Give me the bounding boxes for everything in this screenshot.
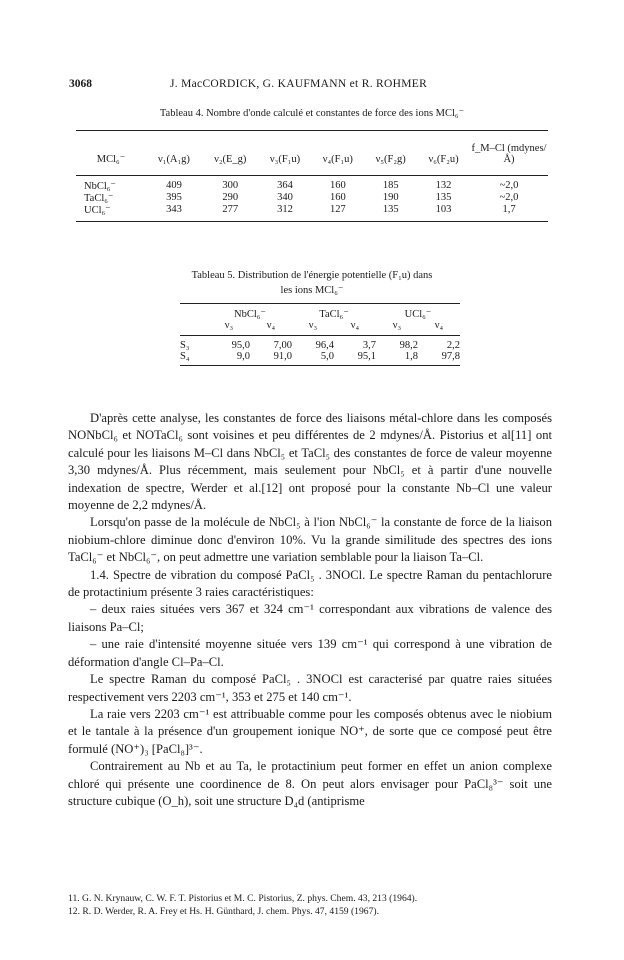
t5-row-label: S₄ xyxy=(180,350,190,362)
t4-col-2: ν₂(E_g) xyxy=(214,154,247,165)
t4-cell: 340 xyxy=(277,192,293,203)
paragraph: La raie vers 2203 cm⁻¹ est attribuable comme pour les composés obtenus avec le niobium et le tantale à la présence d'un groupement ionique NO⁺, de sorte que ce composé peut être formulé (NO⁺)₃ [PaCl₈]³⁻. xyxy=(68,706,552,756)
table5-caption-line2: les ions MCl₆⁻ xyxy=(280,285,344,296)
t5-cell: 7,00 xyxy=(273,339,292,351)
t4-col-0: MCl₆⁻ xyxy=(96,154,126,165)
t5-cell: 98,2 xyxy=(399,339,418,351)
t4-cell: ~2,0 xyxy=(499,192,519,203)
t4-cell: 160 xyxy=(329,180,346,191)
t5-subcol: ν₃ xyxy=(392,320,402,331)
t4-col-6: ν₆(F₂u) xyxy=(428,154,459,165)
t4-cell: 409 xyxy=(166,180,182,191)
t4-cell: 160 xyxy=(329,192,346,203)
t4-col-3: ν₃(F₁u) xyxy=(269,154,301,165)
t4-cell: 300 xyxy=(222,180,239,191)
t4-cell: 312 xyxy=(277,204,293,215)
t5-group-1: TaCl₆⁻ xyxy=(319,309,349,320)
t5-cell: 3,7 xyxy=(362,339,376,351)
t4-cell: 1,7 xyxy=(502,204,516,215)
t4-col-4: ν₄(F₁u) xyxy=(322,154,353,165)
t5-cell: 9,0 xyxy=(236,350,250,362)
t5-subcol: ν₄ xyxy=(350,320,360,331)
t5-cell: 95,0 xyxy=(231,339,250,351)
t5-cell: 97,8 xyxy=(441,350,460,362)
t4-cell: 190 xyxy=(382,192,399,203)
t5-subcol: ν₃ xyxy=(224,320,234,331)
t5-cell: 2,2 xyxy=(446,339,460,351)
t4-cell: 277 xyxy=(222,204,239,215)
t5-cell: 91,0 xyxy=(273,350,292,362)
t4-col-1: ν₁(A₁g) xyxy=(158,154,190,165)
t5-group-0: NbCl₆⁻ xyxy=(234,309,266,320)
t4-row xyxy=(76,204,548,216)
t4-row xyxy=(76,192,548,204)
t4-cell: 135 xyxy=(382,204,399,215)
paragraph: Lorsqu'on passe de la molécule de NbCl₅ à l'ion NbCl₆⁻ la constante de force de la liaison niobium-chlore diminue donc d'environ 10%. Vu la grande similitude des spectres des ions TaCl₆⁻ et NbCl₆⁻, on peut admettre une variation semblable pour la liaison Ta–Cl. xyxy=(68,515,552,565)
section-paragraph: 1.4. Spectre de vibration du composé PaCl₅ . 3NOCl. Le spectre Raman du pentachlorure de protactinium présente 3 raies caractéristiques: xyxy=(68,567,552,600)
t4-cell: TaCl₆⁻ xyxy=(84,192,114,204)
t5-group-2: UCl₆⁻ xyxy=(404,309,432,320)
t5-cell: 5,0 xyxy=(320,350,334,362)
paragraph: Contrairement au Nb et au Ta, le protactinium peut former en effet un anion complexe chloré qui présente une coordinence de 8. On peut alors envisager pour PaCl₈³⁻ soit une structure cubique (O_h), soit une structure D₄d (antiprisme xyxy=(68,759,552,808)
t4-cell: 103 xyxy=(435,204,452,215)
footnotes xyxy=(68,892,552,918)
paragraph: Le spectre Raman du composé PaCl₅ . 3NOCl est caracterisé par quatre raies situées respectivement vers 2203 cm⁻¹, 353 et 275 et 140 cm⁻¹. xyxy=(68,672,552,704)
list-item: – deux raies situées vers 367 et 324 cm⁻¹ correspondant aux vibrations de valence des liaisons Pa–Cl; xyxy=(68,602,552,634)
paragraph: D'après cette analyse, les constantes de force des liaisons métal-chlore dans les composés NONbCl₆ et NOTaCl₆ sont voisines et peu différentes de 2 mdynes/Å. Pistorius et al[11] ont calculé pour les liaisons M–Cl dans NbCl₅ et TaCl₅ des constantes de force de valeur moyenne 3,30 mdynes/Å. Plus récemment, mais seulement pour NbCl₅ et à partir d'une nouvelle indexation de spectre, Werder et al.[12] ont proposé pour la constante Nb–Cl une valeur moyenne de 2,2 mdynes/Å. xyxy=(68,411,552,513)
list-item: – une raie d'intensité moyenne située vers 139 cm⁻¹ qui correspond à une vibration de déformation d'angle Cl–Pa–Cl. xyxy=(68,637,552,669)
t4-cell: 290 xyxy=(222,192,239,203)
table4 xyxy=(76,130,548,222)
t4-cell: UCl₆⁻ xyxy=(84,204,111,216)
t5-row-label: S₃ xyxy=(180,339,190,351)
footnote-11: 11. G. N. Krynauw, C. W. F. T. Pistorius et M. C. Pistorius, Z. phys. Chem. 43, 213 (1964). xyxy=(68,893,418,904)
page-number: 3068 xyxy=(69,78,92,90)
footnote-12: 12. R. D. Werder, R. A. Frey et Hs. H. Günthard, J. chem. Phys. 47, 4159 (1967). xyxy=(68,906,379,917)
table5 xyxy=(180,303,460,366)
t5-cell: 1,8 xyxy=(404,350,418,362)
t4-cell: 395 xyxy=(166,192,182,203)
t4-cell: 132 xyxy=(435,180,452,191)
table5-caption-line1: Tableau 5. Distribution de l'énergie potentielle (F₁u) dans xyxy=(191,270,433,281)
t4-cell: 364 xyxy=(277,180,293,191)
t5-row xyxy=(180,351,460,362)
t4-col-5: ν₅(F₂g) xyxy=(375,154,406,165)
t5-subcol: ν₃ xyxy=(308,320,318,331)
t5-subcol: ν₄ xyxy=(266,320,276,331)
table4-caption: Tableau 4. Nombre d'onde calculé et constantes de force des ions MCl₆⁻ xyxy=(159,108,465,119)
t4-col-7: f_M–Cl (mdynes/Å) xyxy=(471,143,547,165)
running-head: J. MacCORDICK, G. KAUFMANN et R. ROHMER xyxy=(170,78,428,90)
t4-cell: 185 xyxy=(382,180,399,191)
t4-cell: 127 xyxy=(329,204,346,215)
t4-cell: 135 xyxy=(435,192,452,203)
t5-subcol: ν₄ xyxy=(434,320,444,331)
t5-row xyxy=(180,340,460,351)
t4-cell: 343 xyxy=(166,204,182,215)
t4-row xyxy=(76,180,548,192)
t5-cell: 95,1 xyxy=(357,350,376,362)
t4-cell: NbCl₆⁻ xyxy=(84,180,116,192)
t5-cell: 96,4 xyxy=(315,339,334,351)
body-text xyxy=(68,410,552,810)
t4-cell: ~2,0 xyxy=(499,180,519,191)
